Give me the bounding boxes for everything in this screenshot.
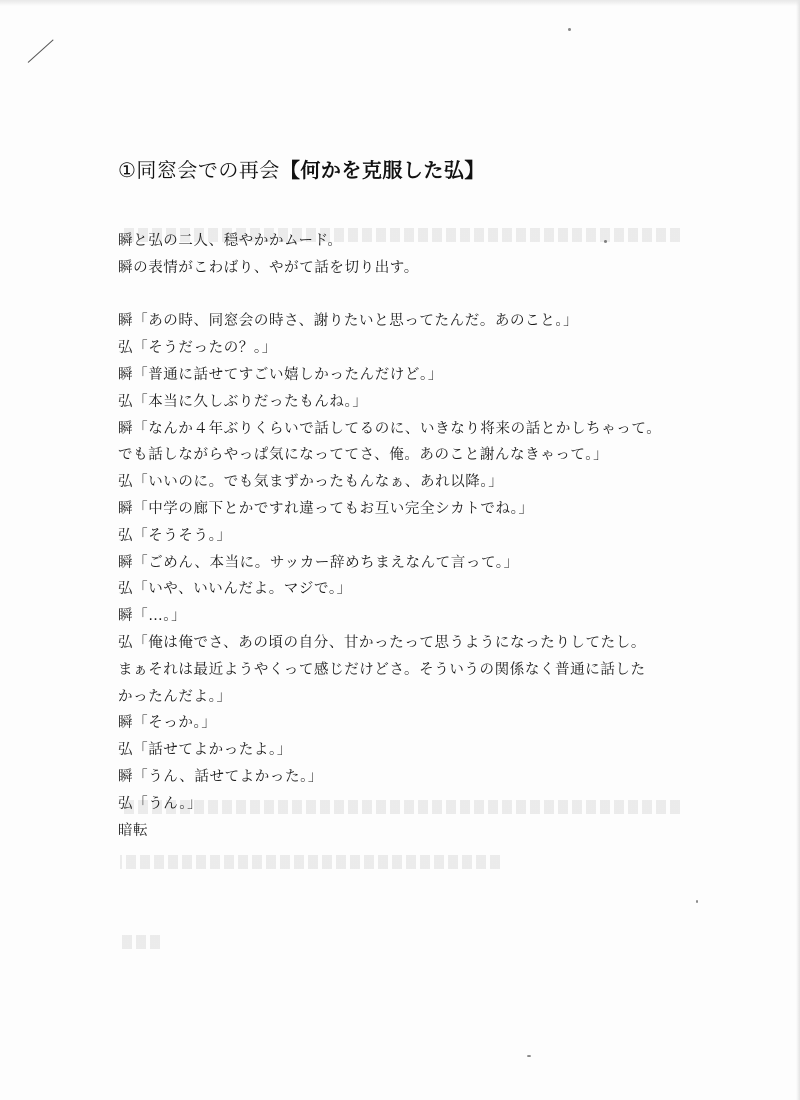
scan-edge-right: [796, 0, 800, 1100]
dialogue-line: 弘「そうだったの？。」: [118, 340, 277, 357]
dialogue-line: 弘「いや、いいんだよ。マジで。」: [118, 581, 352, 598]
stage-direction: 瞬と弘の二人、穏やかかムード。: [118, 233, 343, 249]
show-through-text: [120, 855, 500, 869]
script-body: [118, 228, 698, 844]
scene-title-subtitle: 【何かを克服した弘】: [279, 158, 485, 182]
dialogue-line: 瞬「ごめん、本当に。サッカー辞めちまえなんて言って。」: [118, 554, 519, 571]
dialogue-line: 弘「本当に久しぶりだったもんね。」: [118, 393, 368, 410]
scene-ending: 暗転: [118, 822, 149, 839]
blank-line: [118, 282, 698, 309]
dialogue-line: 瞬「普通に話せてすごい嬉しかったんだけど。」: [118, 366, 443, 383]
dialogue-line: 瞬「なんか４年ぶりくらいで話してるのに、いきなり将来の話とかしちゃって。: [118, 420, 662, 437]
dialogue-line: でも話しながらやっぱ気になっててさ、俺。あのこと謝んなきゃって。」: [118, 447, 609, 464]
stage-direction: 瞬の表情がこわばり、やがて話を切り出す。: [118, 259, 419, 276]
scene-title: [118, 154, 485, 183]
dialogue-line: 弘「いいのに。でも気まずかったもんなぁ、あれ以降。」: [118, 474, 504, 491]
dialogue-line: 瞬「あの時、同窓会の時さ、謝りたいと思ってたんだ。あのこと。」: [118, 313, 579, 330]
scan-speck: [527, 1055, 531, 1057]
dialogue-line: 弘「そうそう。」: [118, 527, 232, 544]
scan-speck: [568, 28, 571, 31]
dialogue-line: 弘「俺は俺でさ、あの頃の自分、甘かったって思うようになったりしてたし。: [118, 634, 646, 651]
dialogue-line: 瞬「…。」: [118, 608, 187, 625]
scan-corner-mark: [28, 39, 54, 62]
dialogue-line: 弘「話せてよかったよ。」: [118, 742, 292, 759]
dialogue-line: 瞬「中学の廊下とかですれ違ってもお互い完全シカトでね。」: [118, 500, 534, 517]
scene-title-main: ①同窓会での再会: [118, 158, 280, 182]
dialogue-line: 瞬「そっか。」: [118, 715, 217, 732]
show-through-text: [120, 935, 160, 949]
dialogue-line: 弘「うん。」: [118, 795, 203, 812]
dialogue-line: かったんだよ。」: [118, 688, 232, 705]
dialogue-line: まぁそれは最近ようやくって感じだけどさ。そういうの関係なく普通に話した: [118, 661, 646, 678]
scan-speck: [696, 900, 698, 903]
dialogue-line: 瞬「うん、話せてよかった。」: [118, 768, 324, 785]
scan-edge-top: [0, 0, 800, 6]
